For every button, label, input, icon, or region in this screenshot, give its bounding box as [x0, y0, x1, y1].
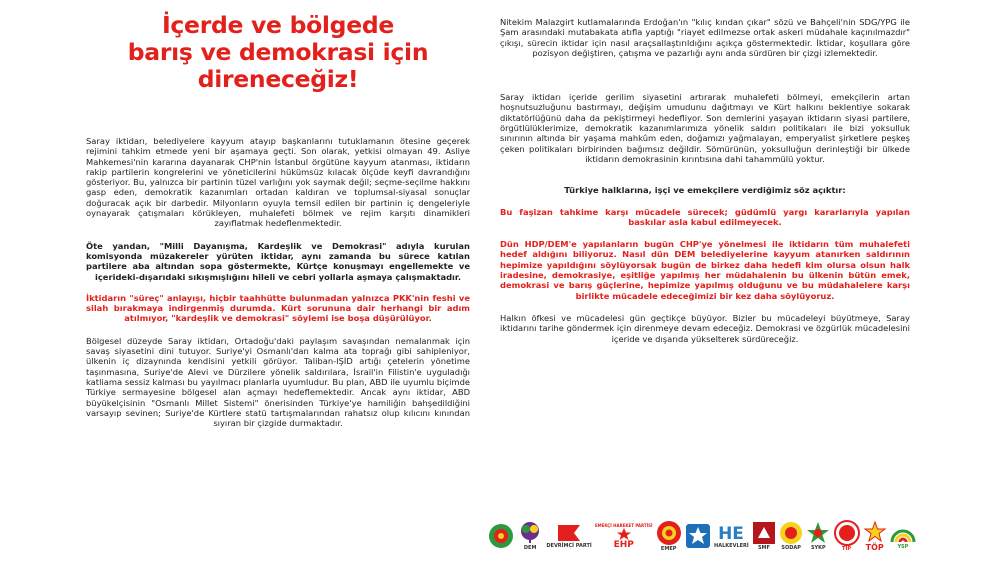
headline: [86, 12, 470, 93]
ehp-subcaption: EMEKÇİ HAREKET PARTİSİ: [594, 523, 653, 528]
star-party-logo: [685, 523, 711, 549]
sykp-caption: SYKP: [810, 545, 826, 551]
dem-caption: DEM: [523, 545, 537, 551]
devrimci-parti-caption: DEVRİMCİ PARTİ: [546, 543, 592, 549]
sodap-caption: SODAP: [781, 545, 801, 551]
party-logos-row: [488, 513, 916, 559]
right-paragraph-1: Nitekim Malazgirt kutlamalarında Erdoğan'ın "kılıç kından çıkar" sözü ve Bahçeli'nin SDG/YPG ile Şam arasındaki mutabakata atıfla yaptığı "riayet edilmezse ortak askeri müdahale kaçınılmazdır" çıkışı, sürecin iktidar için nasıl araçsallaştırıldığını açıkça göstermektedir. İktidar, koşullara göre pozisyon değiştiren, çatışma ve pazarlığı aynı anda sürdüren bir çizgi izlemektedir.: [500, 17, 910, 58]
sodap-sun-icon: [779, 521, 803, 545]
halkevleri-mark-icon: [716, 523, 746, 543]
ysp-caption: YSP: [897, 544, 909, 550]
green-party-logo: [488, 523, 514, 549]
smf-logo: [752, 521, 776, 551]
ysp-rainbow-icon: [890, 522, 916, 544]
left-paragraph-3: İktidarın "süreç" anlayışı, hiçbir taahhütte bulunmadan yalnızca PKK'nin feshi ve silah bırakmaya indirgenmiş durumda. Kürt sorununa dair herhangi bir adım atılmıyor, "kardeşlik ve demokrasi" söylemi ise boşa düşürülüyor.: [86, 292, 470, 324]
top-caption: TÖP: [865, 542, 884, 552]
devrimci-parti-logo: [546, 523, 591, 549]
tip-logo: [834, 520, 860, 552]
headline-line-2: barış ve demokrasi için: [127, 38, 429, 66]
smf-caption: SMF: [757, 545, 770, 551]
emep-caption: EMEP: [660, 546, 677, 552]
right-column: [500, 0, 910, 344]
right-paragraph-5: Dün HDP/DEM'e yapılanların bugün CHP'ye yönelmesi ile iktidarın tüm muhalefeti hedef aldığını biliyoruz. Nasıl dün DEM belediyelerine kayyum atanırken saldırının hepimize yapıldığını söylüyorsak bugün de birkez daha hedefi kim olursa olsun halk iradesine, demokrasiye, eşitliğe yapılmış her müdahalenin bu ülkenin bütün emek, demokrasi ve barış güçlerine, hepimize yapılmış olduğunu ve bu müdahalelere karşı birlikte mücadele edeceğimizi bir kez daha söylüyoruz.: [500, 239, 910, 301]
right-paragraph-2: Saray iktidarı içeride gerilim siyasetini artırarak muhalefeti bölmeyi, emekçilerin artan hoşnutsuzluğunu bastırmayı, değişim umudunu dağıtmayı ve Kürt halkını beklentiye sokarak diktatörlüğünü daha da pekiştirmeyi hedefliyor. Son demlerini yaşayan iktidarın siyasi partilere, örgütlülüklerimize, demokratik kazanımlarımıza yönelik saldırı politikaları ile bizi yoksulluk sınırının altında bir yaşama mahkûm eden, doğamızı yağmalayan, emperyalist şirketlere peşkeş çeken politikaları birbirinden bağımsız değildir. Sömürünün, yoksulluğun derinleştiği bir ülkede iktidarın demokrasinin kırıntısına dahi tahammülü yoktur.: [500, 92, 910, 164]
left-paragraph-4: Bölgesel düzeyde Saray iktidarı, Ortadoğu'daki paylaşım savaşından nemalanmak için savaş siyasetini dini tutuyor. Suriye'yi Osmanlı'dan kalma ata toprağı gibi sahipleniyor, ülkenin iç dizaynında kendisini yetkili görüyor. Taliban-IŞİD artığı çetelerin yönetime taşınmasına, Suriye'de Alevi ve Dürzilere yönelik saldırılara, İsrail'in Filistin'e uyguladığı katliama sessiz kalması bu yayılmacı planlarla uyumludur. Bu plan, ABD ile uyumlu biçimde Türkiye sermayesine bölgesel alan açmayı hedeflemektedir. Ancak aynı iktidar, ABD büyükelçisinin "Osmanlı Millet Sistemi" önerisinden Türkiye'ye hamiliğin bahşedildiğini varsayıp sevinen; Suriye'de Kürtlere statü tartışmalarından rahatsız olup kılıcını kınından sıyıran bir çizgide durmaktadır.: [86, 335, 470, 429]
smf-square-icon: [752, 521, 776, 545]
star-icon: [616, 528, 632, 540]
dem-tree-icon: [517, 521, 543, 545]
halkevleri-caption: HALKEVLERİ: [714, 543, 749, 549]
right-paragraph-4: Bu faşizan tahkime karşı mücadele sürecek; güdümlü yargı kararlarıyla yapılan baskılar asla kabul edilmeyecek.: [500, 206, 910, 227]
halkevleri-logo: [714, 523, 749, 549]
sykp-star-icon: [806, 521, 830, 545]
svg-text:HE: HE: [718, 524, 745, 543]
left-paragraph-2: Öte yandan, "Milli Dayanışma, Kardeşlik ve Demokrasi" adıyla kurulan komisyonda müzakereler yürüten iktidar, aynı zamanda bu sürece katılan partilere aba altından sopa göstermekte, Kürtçe konuşmayı engellemekte ve içerideki-dışarıdaki sıkışmışlığını hileli ve cebri yollarla aşmaya çalışmaktadır.: [86, 240, 470, 282]
left-column: [86, 0, 470, 428]
top-star-icon: [863, 521, 887, 543]
headline-line-1: İçerde ve bölgede: [161, 11, 395, 39]
blue-star-icon: [685, 523, 711, 549]
top-logo: [863, 521, 887, 552]
ehp-caption: EHP: [613, 540, 634, 550]
red-flag-icon: [555, 523, 583, 543]
tip-circle-icon: [834, 520, 860, 546]
left-paragraph-1: Saray iktidarı, belediyelere kayyum atayıp başkanlarını tutuklamanın ötesine geçerek rejimini tahkim etmede yeni bir aşamaya geçti. Son olarak, yetkisi olmayan 49. Asliye Mahkemesi'nin kararına dayanarak CHP'nin İstanbul örgütüne kayyum atanması, iktidarın rakip partilerin kongrelerini ve yöneticilerini hükümsüz kılacak ölçüde keyfi davrandığını gösteriyor. Bu, yalnızca bir partinin tüzel varlığını yok saymak değil; seçme-seçilme hakkını gasp eden, demokratik kazanımları ortadan kaldıran ve toplumsal-siyasal sonuçlar doğuracak açık bir darbedir. Milyonların oyuyla temsil edilen bir partinin iç dengeleriyle oynayarak çatışmaları körükleyen, muhalefeti bölmek ve rejim karşıtı dinamikleri zayıflatmak hedeflenmektedir.: [86, 136, 470, 229]
ysp-logo: [890, 522, 916, 550]
sykp-logo: [806, 521, 830, 551]
right-paragraph-3: Türkiye halklarına, işçi ve emekçilere verdiğimiz söz açıktır:: [564, 185, 846, 196]
headline-line-3: direneceğiz!: [197, 65, 359, 93]
sodap-logo: [779, 521, 803, 551]
ehp-logo: [595, 522, 653, 550]
dem-logo: [517, 521, 543, 551]
tip-caption: TİP: [842, 546, 851, 552]
emep-logo: [656, 520, 682, 552]
emep-gear-icon: [656, 520, 682, 546]
green-circle-icon: [488, 523, 514, 549]
right-paragraph-6: Halkın öfkesi ve mücadelesi gün geçtikçe büyüyor. Bizler bu mücadeleyi büyütmeye, Saray iktidarını tarihe göndermek için direnmeye devam edeceğiz. Demokrasi ve özgürlük mücadelesini içeride ve dışarıda yükselterek sürdüreceğiz.: [500, 312, 910, 344]
